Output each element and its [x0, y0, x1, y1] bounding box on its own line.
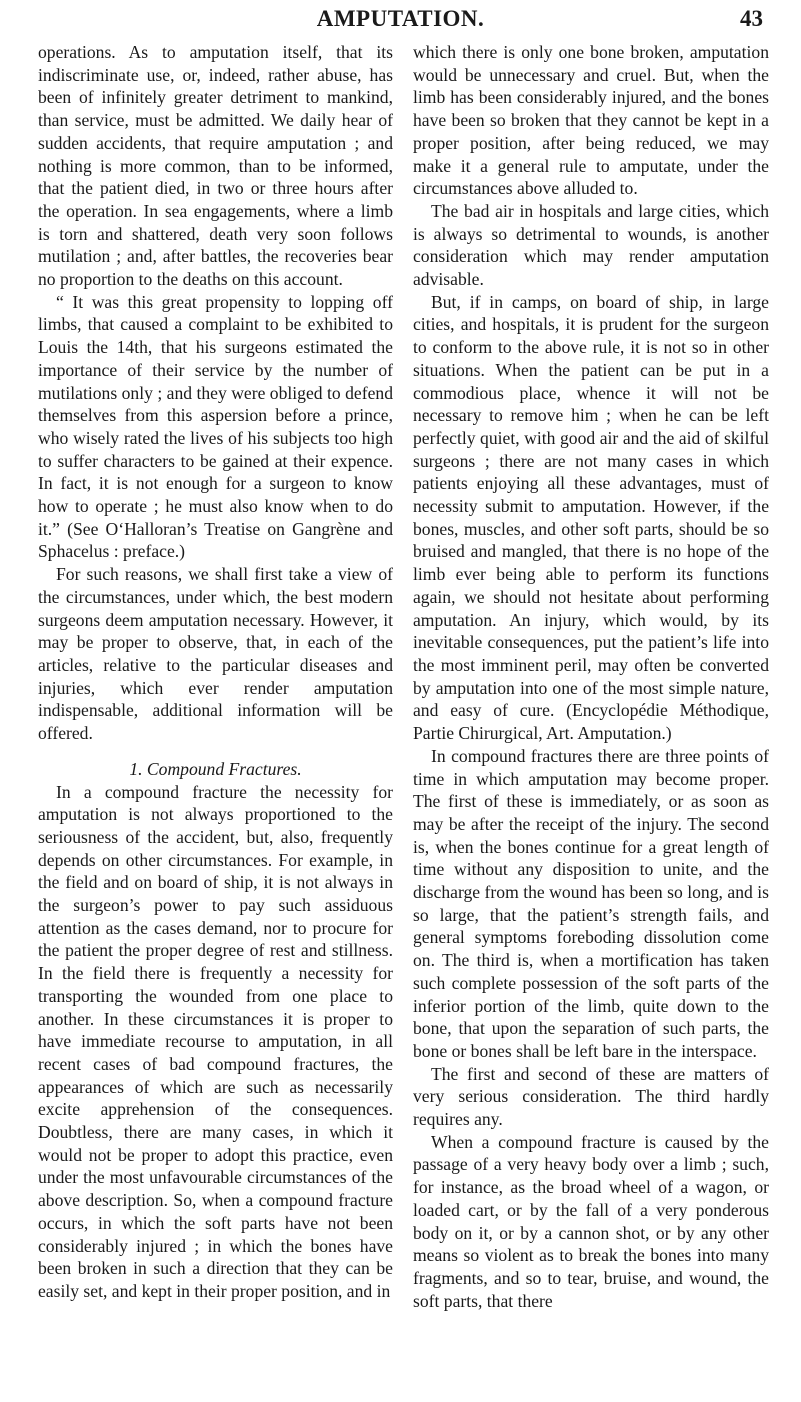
right-column: [413, 41, 769, 1312]
section-heading: [38, 758, 393, 781]
paragraph-right-5: The first and second of these are matters of very serious consideration. The third hardly requires any.: [413, 1063, 769, 1130]
paragraph-right-1: which there is only one bone broken, amputation would be unnecessary and cruel. But, when the limb has been considerably injured, and the bones have been so broken that they cannot be kept in a proper position, after being reduced, we may make it a general rule to amputate, under the circumstances above alluded to.: [413, 42, 769, 199]
paragraph-right-6: When a compound fracture is caused by the passage of a very heavy body over a limb ; such, for instance, as the broad wheel of a wagon, or loaded cart, or by the fall of a very ponderous body on it, or by a cannon shot, or by any other means so violent as to break the bones into many fragments, and so to tear, bruise, and wound, the soft parts, that there: [413, 1131, 769, 1311]
paragraph-left-2: “ It was this great propensity to lopping off limbs, that caused a complaint to be exhibited to Louis the 14th, that his surgeons estimated the importance of their service by the number of mutilations only ; and they were obliged to defend themselves from this aspersion before a prince, who wisely rated the lives of his subjects too high to suffer characters to be gained at their expence. In fact, it is not enough for a surgeon to know how to operate ; he must also know when to do it.” (See O‘Halloran’s Treatise on Gangrène and Sphacelus : preface.): [38, 291, 393, 562]
paragraph-right-4: In compound fractures there are three points of time in which amputation may become proper. The first of these is immediately, or as soon as may be after the receipt of the injury. The second is, when the bones continue for a great length of time without any disposition to unite, and the discharge from the wound has been so long, and is so large, that the patient’s strength fails, and general symptoms foreboding dissolution come on. The third is, when a mortification has taken such complete possession of the soft parts of the inferior portion of the limb, quite down to the bone, that upon the separation of such parts, the bone or bones shall be left bare in the interspace.: [413, 745, 769, 1061]
paragraph-right-3: But, if in camps, on board of ship, in large cities, and hospitals, it is prudent for the surgeon to conform to the above rule, it is not so in other situations. When the patient can be put in a commodious place, whence it will not be necessary to remove him ; when he can be left perfectly quiet, with good air and the aid of skilful surgeons ; there are not many cases in which patients enjoying all these advantages, must of necessity submit to amputation. However, if the bones, muscles, and other soft parts, should be so bruised and mangled, that there is no hope of the limb ever being able to perform its functions again, we should not hesitate about performing amputation. An injury, which would, by its inevitable consequences, put the patient’s life into the most imminent peril, may often be converted by amputation into one of the most simple nature, and easy of cure. (Encyclopédie Méthodique, Partie Chirurgical, Art. Amputation.): [413, 291, 769, 744]
running-head: [0, 4, 801, 38]
paragraph-right-2: The bad air in hospitals and large cities, which is always so detrimental to wounds, is another consideration which may render amputation advisable.: [413, 200, 769, 290]
page-title: AMPUTATION.: [316, 6, 485, 31]
paragraph-left-4: In a compound fracture the necessity for amputation is not always proportioned to the seriousness of the accident, but, also, frequently depends on other circumstances. For example, in the field and on board of ship, it is not always in the surgeon’s power to pay such assiduous attention as the cases demand, nor to procure for the patient the proper degree of rest and stillness. In the field there is frequently a necessity for transporting the wounded from one place to another. In these circumstances it is proper to have immediate recourse to amputation, in all recent cases of bad compound fractures, the appearances of which are such as necessarily excite apprehension of the consequences. Doubtless, there are many cases, in which it would not be proper to adopt this practice, even under the most unfavourable circumstances of the above description. So, when a compound fracture occurs, in which the soft parts have not been considerably injured ; in which the bones have been broken in such a direction that they can be easily set, and kept in their proper position, and in: [38, 781, 393, 1301]
paragraph-left-3: For such reasons, we shall first take a view of the circumstances, under which, the best modern surgeons deem amputation necessary. However, it may be proper to observe, that, in each of the articles, relative to the particular diseases and injuries, which ever render amputation indispensable, additional information will be offered.: [38, 564, 393, 744]
left-column: [38, 41, 393, 1303]
section-heading-text: 1. Compound Fractures.: [129, 758, 302, 779]
page-number: 43: [740, 6, 763, 31]
paragraph-left-1: operations. As to amputation itself, that its indiscriminate use, or, indeed, rather abuse, has been of infinitely greater detriment to mankind, than service, must be admitted. We daily hear of sudden accidents, that require amputation ; and nothing is more common, than to be informed, that the patient died, in two or three hours after the operation. In sea engagements, where a limb is torn and shattered, death very soon follows mutilation ; and, after battles, the recoveries bear no proportion to the deaths on this account.: [38, 42, 393, 290]
